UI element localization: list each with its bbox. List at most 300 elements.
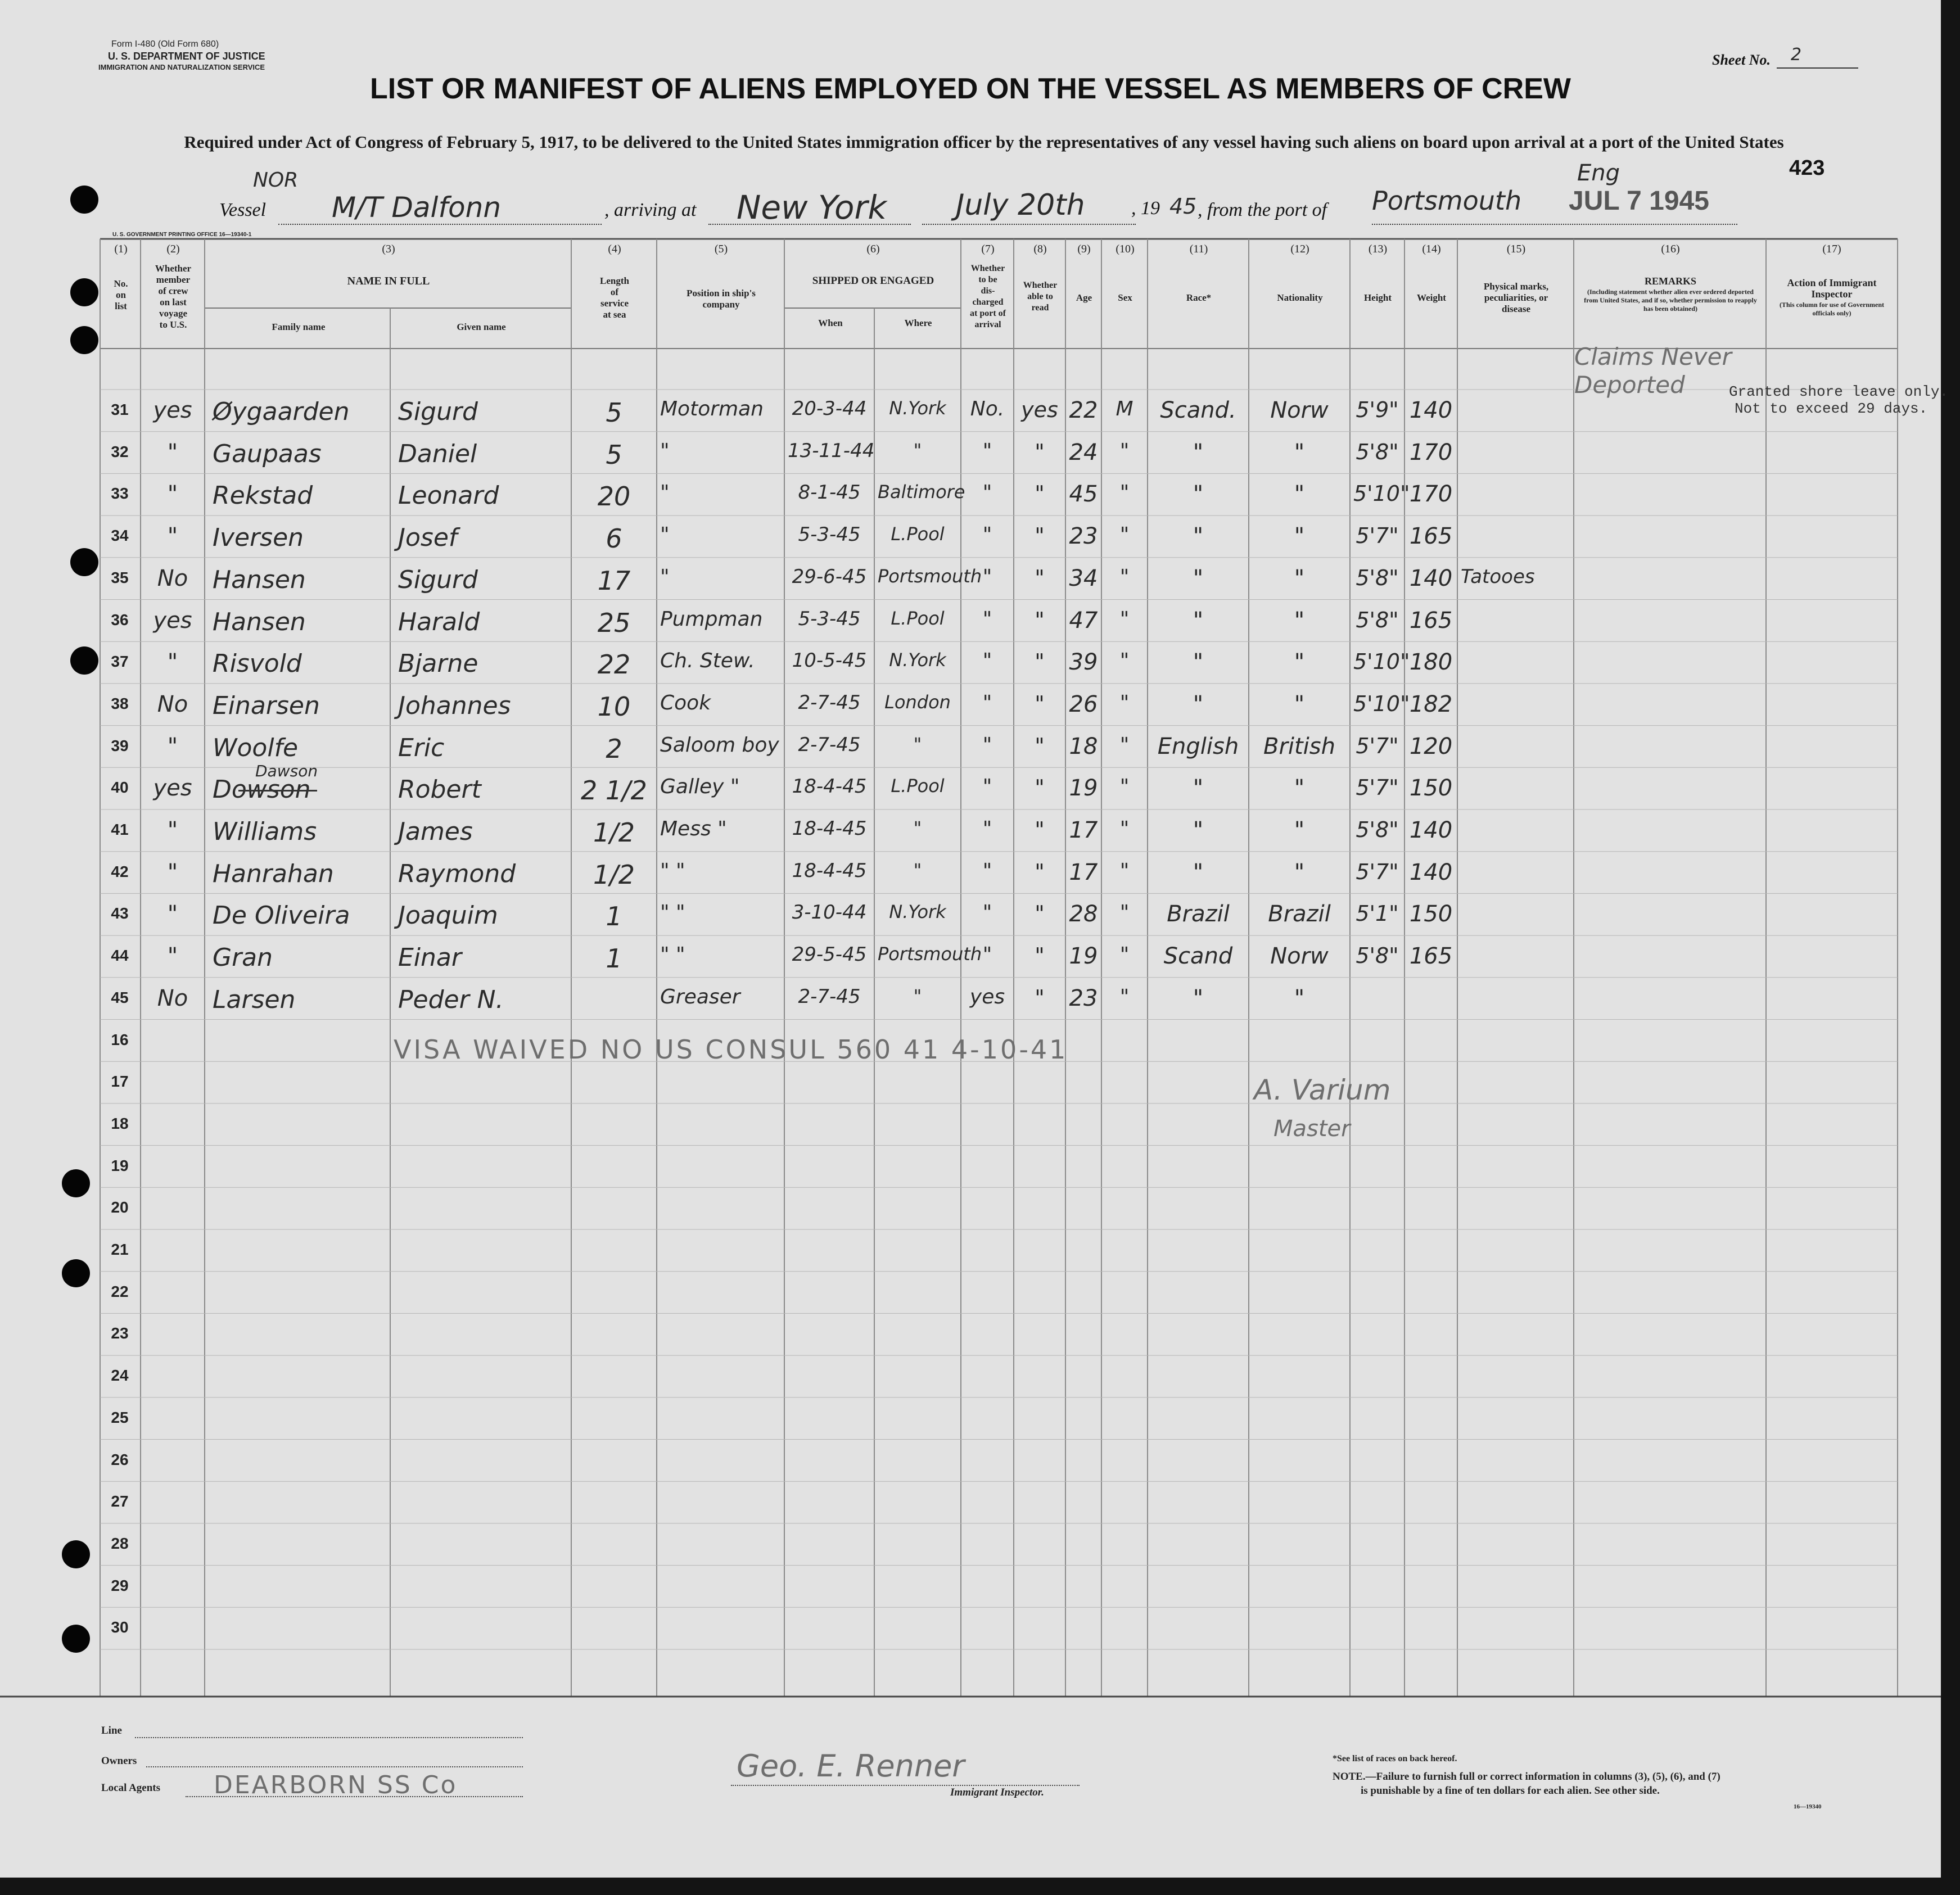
cell-height: 5'7"	[1356, 859, 1399, 884]
cell-read: "	[1035, 775, 1045, 800]
cell-service: 17	[597, 565, 631, 596]
cell-height: 5'8"	[1356, 439, 1399, 464]
cell-position: Motorman	[660, 397, 764, 420]
cell-family: Williams	[213, 817, 317, 846]
remarks-typed-line1: Granted shore leave only.	[1729, 383, 1949, 400]
cell-when: 3-10-44	[792, 901, 867, 924]
cell-read: "	[1035, 691, 1045, 716]
row-number: 22	[111, 1282, 129, 1300]
cell-position: "	[660, 481, 670, 505]
cell-prev: "	[167, 523, 178, 550]
cell-height: 5'7"	[1356, 733, 1399, 758]
cell-read: "	[1035, 439, 1045, 464]
row-number: 24	[111, 1367, 129, 1385]
cell-height: 5'10"	[1353, 649, 1410, 675]
cell-sex: "	[1119, 439, 1130, 463]
cell-family: Gaupaas	[213, 439, 322, 468]
cell-given: Raymond	[398, 859, 516, 888]
cell-weight: 165	[1409, 523, 1453, 550]
line-label: Line	[101, 1725, 122, 1736]
arrival-stamp: JUL 7 1945	[1569, 186, 1709, 216]
cell-given: Harald	[398, 607, 480, 636]
cell-height: 5'1"	[1356, 901, 1399, 926]
cell-age: 22	[1069, 397, 1098, 423]
cell-where: "	[913, 859, 922, 881]
cell-prev: "	[167, 817, 178, 843]
cell-weight: 140	[1409, 565, 1453, 591]
cell-height: 5'8"	[1356, 565, 1399, 590]
column-header-marks: Physical marks, peculiarities, or disease	[1483, 281, 1549, 314]
cell-age: 19	[1069, 775, 1098, 802]
row-number: 31	[111, 401, 129, 418]
form-title: LIST OR MANIFEST OF ALIENS EMPLOYED ON THE VESSEL AS MEMBERS OF CREW	[370, 73, 1571, 105]
cell-given: Eric	[398, 733, 445, 762]
cell-weight: 140	[1409, 397, 1453, 423]
cell-nationality: "	[1294, 691, 1305, 717]
cell-prev: "	[167, 649, 178, 676]
cell-age: 24	[1069, 439, 1098, 465]
column-number: (16)	[1661, 243, 1680, 255]
cell-discharged: "	[982, 439, 992, 463]
row-number: 33	[111, 485, 129, 503]
cell-sex: "	[1119, 607, 1130, 631]
cell-service: 20	[597, 481, 631, 512]
cell-when: 18-4-45	[792, 859, 867, 882]
cell-sex: "	[1119, 733, 1130, 757]
cell-nationality: "	[1294, 985, 1305, 1011]
row-number: 30	[111, 1618, 129, 1636]
cell-age: 23	[1069, 523, 1098, 550]
column-number: (4)	[608, 243, 621, 255]
cell-when: 5-3-45	[798, 523, 861, 546]
arriving-label: , arriving at	[604, 200, 697, 220]
cell-weight: 170	[1409, 481, 1453, 508]
cell-where: "	[913, 817, 922, 839]
cell-where: N.York	[889, 397, 946, 419]
column-header-when: When	[818, 318, 843, 328]
column-header-action-note: (This column for use of Government officials only)	[1779, 301, 1885, 317]
cell-given: Leonard	[398, 481, 499, 510]
cell-family: Rekstad	[213, 481, 313, 510]
cell-position: Galley "	[660, 775, 740, 799]
column-header-family: Family name	[272, 322, 326, 332]
cell-race: Scand.	[1160, 397, 1236, 423]
cell-nationality: "	[1294, 775, 1305, 802]
cell-nationality: "	[1294, 859, 1305, 885]
cell-discharged: "	[982, 607, 992, 631]
cell-discharged: "	[982, 817, 992, 840]
cell-age: 28	[1069, 901, 1098, 928]
cell-given: Einar	[398, 943, 462, 973]
strike-through	[238, 790, 317, 792]
column-number: (1)	[114, 243, 128, 255]
cell-family: Woolfe	[213, 733, 299, 762]
cell-family: Iversen	[213, 523, 304, 553]
cell-when: 2-7-45	[798, 985, 861, 1008]
cell-given: James	[398, 817, 473, 846]
cell-nationality: British	[1263, 733, 1335, 759]
cell-when: 5-3-45	[798, 607, 861, 630]
cell-read: "	[1035, 523, 1045, 549]
cell-position: Pumpman	[660, 607, 763, 631]
cell-nationality: Brazil	[1268, 901, 1331, 928]
cell-where: N.York	[889, 649, 946, 671]
cell-sex: "	[1119, 481, 1130, 505]
cell-given: Sigurd	[398, 565, 478, 594]
cell-age: 45	[1069, 481, 1098, 508]
cell-weight: 165	[1409, 607, 1453, 634]
cell-nationality: "	[1294, 523, 1305, 550]
cell-family: Einarsen	[213, 691, 320, 720]
cell-read: yes	[1021, 397, 1058, 422]
cell-height: 5'10"	[1353, 481, 1410, 506]
cell-position: Mess "	[660, 817, 727, 840]
cell-position: "	[660, 523, 670, 547]
column-header-sex: Sex	[1118, 292, 1132, 303]
cell-discharged: "	[982, 775, 992, 799]
cell-read: "	[1035, 649, 1045, 675]
cell-given: Johannes	[398, 691, 511, 720]
cell-position: Greaser	[660, 985, 740, 1008]
column-header-where: Where	[904, 318, 932, 328]
cell-nationality: Norw	[1270, 397, 1329, 423]
agents-label: Local Agents	[101, 1782, 161, 1794]
cell-family: Hansen	[213, 565, 306, 594]
cell-where: N.York	[889, 901, 946, 923]
cell-position: Cook	[660, 691, 711, 714]
column-number: (15)	[1506, 243, 1526, 255]
cell-given: Joaquim	[398, 901, 498, 930]
column-header-weight: Weight	[1417, 292, 1446, 303]
cell-service: 2	[606, 733, 622, 764]
row-number: 42	[111, 862, 129, 880]
column-header-no: No. on list	[114, 278, 128, 311]
cell-nationality: "	[1294, 565, 1305, 591]
row-number: 27	[111, 1493, 129, 1510]
column-number: (8)	[1033, 243, 1047, 255]
cell-read: "	[1035, 985, 1045, 1010]
cell-when: 29-5-45	[792, 943, 867, 966]
cell-discharged: "	[982, 481, 992, 505]
cell-weight: 120	[1409, 733, 1453, 759]
inspector-label: Immigrant Inspector.	[950, 1787, 1044, 1798]
cell-race: Scand	[1163, 943, 1233, 970]
cell-when: 13-11-44	[788, 439, 875, 462]
cell-prev: "	[167, 943, 178, 970]
row-number: 21	[111, 1241, 129, 1258]
cell-race: Brazil	[1167, 901, 1230, 928]
cell-read: "	[1035, 901, 1045, 926]
column-header-age: Age	[1076, 292, 1092, 303]
cell-when: 2-7-45	[798, 691, 861, 714]
cell-weight: 140	[1409, 859, 1453, 885]
cell-prev: "	[167, 901, 178, 928]
cell-race: "	[1193, 481, 1204, 508]
master-signature: A. Varium	[1254, 1074, 1391, 1106]
column-number: (6)	[866, 243, 880, 255]
cell-race: "	[1193, 817, 1204, 843]
cell-position: " "	[660, 943, 685, 967]
column-header-race: Race*	[1186, 292, 1212, 303]
cell-read: "	[1035, 565, 1045, 590]
cell-prev: "	[167, 481, 178, 508]
cell-where: L.Pool	[891, 523, 945, 545]
cell-discharged: "	[982, 943, 992, 967]
cell-when: 2-7-45	[798, 733, 861, 756]
cell-position: "	[660, 439, 670, 463]
cell-family: Hanrahan	[213, 859, 334, 888]
cell-height: 5'8"	[1356, 943, 1399, 969]
port-note: Eng	[1577, 160, 1620, 186]
cell-service: 25	[597, 607, 631, 638]
cell-where: Baltimore	[878, 481, 965, 503]
cell-weight: 150	[1409, 775, 1453, 802]
vessel-note: NOR	[253, 169, 299, 192]
remarks-pencil-note: Claims Never Deported	[1574, 343, 1732, 399]
agents-value: DEARBORN SS Co	[214, 1771, 458, 1799]
cell-read: "	[1035, 817, 1045, 842]
row-number: 43	[111, 904, 129, 922]
cell-read: "	[1035, 607, 1045, 632]
row-number: 20	[111, 1198, 129, 1216]
inspector-rule	[731, 1785, 1080, 1786]
row-number: 26	[111, 1450, 129, 1468]
cell-family: Risvold	[213, 649, 302, 679]
row-number: 35	[111, 568, 129, 586]
row-number: 23	[111, 1324, 129, 1342]
cell-nationality: Norw	[1270, 943, 1329, 970]
cell-discharged: yes	[969, 985, 1005, 1008]
row-number: 44	[111, 947, 129, 965]
row-number: 41	[111, 821, 129, 838]
cell-prev: yes	[153, 397, 192, 423]
cell-discharged: "	[982, 901, 992, 925]
cell-position: " "	[660, 859, 685, 883]
row-number: 16	[111, 1030, 129, 1048]
cell-read: "	[1035, 733, 1045, 758]
cell-given: Peder N.	[398, 985, 504, 1014]
cell-discharged: "	[982, 523, 992, 547]
column-header-nationality: Nationality	[1277, 292, 1323, 303]
cell-weight: 140	[1409, 817, 1453, 843]
cell-read: "	[1035, 859, 1045, 884]
races-note: *See list of races on back hereof.	[1333, 1754, 1457, 1763]
cell-service: 1/2	[593, 859, 635, 890]
cell-given: Josef	[398, 523, 458, 553]
from-port-label: , from the port of	[1198, 200, 1327, 220]
cell-race: "	[1193, 523, 1204, 550]
cell-age: 19	[1069, 943, 1098, 970]
cell-service: 1	[606, 943, 622, 974]
row-number: 17	[111, 1073, 129, 1091]
column-header-given: Given name	[457, 322, 506, 332]
column-header-height: Height	[1363, 292, 1392, 303]
cell-prev: No	[157, 691, 188, 717]
cell-sex: "	[1119, 691, 1130, 714]
cell-given: Bjarne	[398, 649, 478, 679]
cell-where: "	[913, 439, 922, 461]
cell-service: 1/2	[593, 817, 635, 848]
page-number: 423	[1789, 156, 1825, 180]
cell-prev: No	[157, 985, 188, 1011]
column-header-action: Action of Immigrant Inspector	[1787, 277, 1877, 300]
cell-sex: "	[1119, 775, 1130, 799]
line-rule	[135, 1737, 523, 1738]
column-number: (3)	[382, 243, 395, 255]
column-header-shipped: SHIPPED OR ENGAGED	[812, 275, 934, 287]
column-number: (12)	[1290, 243, 1309, 255]
cell-height: 5'8"	[1356, 607, 1399, 632]
column-number: (10)	[1116, 243, 1135, 255]
cell-family: Hansen	[213, 607, 306, 636]
cell-discharged: No.	[970, 397, 1005, 420]
cell-weight: 165	[1409, 943, 1453, 970]
cell-nationality: "	[1294, 817, 1305, 843]
cell-nationality: "	[1294, 439, 1305, 465]
service-name: IMMIGRATION AND NATURALIZATION SERVICE	[98, 63, 265, 71]
cell-age: 39	[1069, 649, 1098, 676]
cell-sex: M	[1116, 397, 1133, 420]
cell-family: Øygaarden	[213, 397, 350, 426]
cell-nationality: "	[1294, 649, 1305, 676]
row-number: 29	[111, 1576, 129, 1594]
cell-where: "	[913, 733, 922, 755]
cell-sex: "	[1119, 901, 1130, 925]
cell-marks: Tatooes	[1461, 565, 1535, 588]
column-number: (14)	[1422, 243, 1441, 255]
footer-note-line1: NOTE.—Failure to furnish full or correct information in columns (3), (5), (6), and (7)	[1333, 1771, 1720, 1783]
cell-given: Robert	[398, 775, 481, 804]
column-number: (11)	[1189, 243, 1208, 255]
cell-position: "	[660, 565, 670, 589]
column-header-read: Whether able to read	[1023, 281, 1058, 313]
cell-prev: yes	[153, 607, 192, 634]
cell-race: "	[1193, 775, 1204, 802]
master-title: Master	[1273, 1116, 1351, 1142]
cell-nationality: "	[1294, 607, 1305, 634]
cell-when: 18-4-45	[792, 775, 867, 798]
cell-service: 22	[597, 649, 631, 680]
cell-age: 18	[1069, 733, 1098, 759]
cell-given: Sigurd	[398, 397, 478, 426]
column-header-position: Position in ship's company	[687, 288, 756, 310]
column-number: (13)	[1368, 243, 1388, 255]
column-header-service: Length of service at sea	[600, 275, 629, 320]
cell-nationality: "	[1294, 481, 1305, 508]
cell-service: 5	[606, 439, 622, 470]
column-number: (9)	[1077, 243, 1091, 255]
cell-sex: "	[1119, 985, 1130, 1008]
cell-discharged: "	[982, 565, 992, 589]
cell-height: 5'7"	[1356, 775, 1399, 800]
cell-when: 10-5-45	[792, 649, 867, 672]
cell-given: Daniel	[398, 439, 477, 468]
form-subtitle: Required under Act of Congress of February 5, 1917, to be delivered to the United States immigration officer by the representatives of any vessel having such aliens on board upon arrival at a port of the United States	[184, 132, 1784, 152]
cell-discharged: "	[982, 691, 992, 714]
cell-height: 5'7"	[1356, 523, 1399, 549]
cell-sex: "	[1119, 817, 1130, 840]
cell-race: "	[1193, 565, 1204, 591]
cell-discharged: "	[982, 649, 992, 673]
cell-service: 6	[606, 523, 622, 554]
row-number: 32	[111, 442, 129, 460]
cell-family-correction: Dawson	[255, 762, 318, 781]
cell-sex: "	[1119, 523, 1130, 547]
cell-position: Ch. Stew.	[660, 649, 755, 673]
sheet-number: 2	[1791, 45, 1802, 65]
vessel-label: Vessel	[219, 200, 267, 220]
cell-prev: "	[167, 859, 178, 885]
cell-race: "	[1193, 859, 1204, 885]
row-number: 25	[111, 1408, 129, 1426]
cell-where: Portsmouth	[878, 943, 982, 965]
cell-age: 34	[1069, 565, 1098, 591]
vessel-name: M/T Dalfonn	[332, 191, 502, 224]
cell-service: 2 1/2	[581, 775, 647, 806]
sheet-label: Sheet No.	[1712, 52, 1771, 68]
visa-note: VISA WAIVED NO US CONSUL 560 41 4-10-41	[394, 1034, 1068, 1065]
arriving-port: New York	[737, 188, 887, 227]
cell-height: 5'8"	[1356, 817, 1399, 842]
cell-sex: "	[1119, 943, 1130, 967]
form-number: Form I-480 (Old Form 680)	[111, 39, 219, 49]
printing-office: U. S. GOVERNMENT PRINTING OFFICE 16—19340-1	[112, 232, 252, 238]
cell-race: "	[1193, 691, 1204, 717]
column-number: (17)	[1822, 243, 1841, 255]
footer-form-code: 16—19340	[1794, 1803, 1822, 1810]
column-header-name: NAME IN FULL	[347, 275, 430, 287]
cell-prev: yes	[153, 775, 192, 802]
cell-race: English	[1157, 733, 1239, 759]
row-number: 18	[111, 1114, 129, 1132]
agents-rule	[186, 1796, 523, 1797]
cell-race: "	[1193, 439, 1204, 465]
cell-weight: 170	[1409, 439, 1453, 465]
cell-when: 29-6-45	[792, 565, 867, 588]
cell-where: L.Pool	[891, 775, 945, 797]
row-number: 28	[111, 1534, 129, 1552]
column-number: (7)	[981, 243, 995, 255]
cell-read: "	[1035, 481, 1045, 506]
cell-age: 23	[1069, 985, 1098, 1011]
cell-position: Saloom boy	[660, 733, 779, 757]
cell-service: 5	[606, 397, 622, 428]
cell-prev: "	[167, 733, 178, 759]
column-header-discharged: Whether to be dis- charged at port of arrival	[970, 264, 1006, 329]
owners-label: Owners	[101, 1755, 137, 1767]
cell-weight: 182	[1409, 691, 1453, 717]
cell-family: De Oliveira	[213, 901, 350, 930]
cell-age: 26	[1069, 691, 1098, 717]
cell-discharged: "	[982, 859, 992, 883]
row-number: 38	[111, 694, 129, 712]
cell-family: Gran	[213, 943, 273, 973]
cell-prev: No	[157, 565, 188, 591]
cell-prev: "	[167, 439, 178, 465]
cell-age: 47	[1069, 607, 1098, 634]
department-name: U. S. DEPARTMENT OF JUSTICE	[108, 51, 265, 62]
cell-sex: "	[1119, 859, 1130, 883]
row-number: 19	[111, 1156, 129, 1174]
cell-where: L.Pool	[891, 607, 945, 629]
row-number: 36	[111, 610, 129, 628]
row-number: 40	[111, 779, 129, 797]
cell-where: Portsmouth	[878, 565, 982, 587]
cell-height: 5'9"	[1356, 397, 1399, 422]
cell-service: 10	[597, 691, 631, 722]
row-number: 34	[111, 527, 129, 545]
row-number: 39	[111, 736, 129, 754]
